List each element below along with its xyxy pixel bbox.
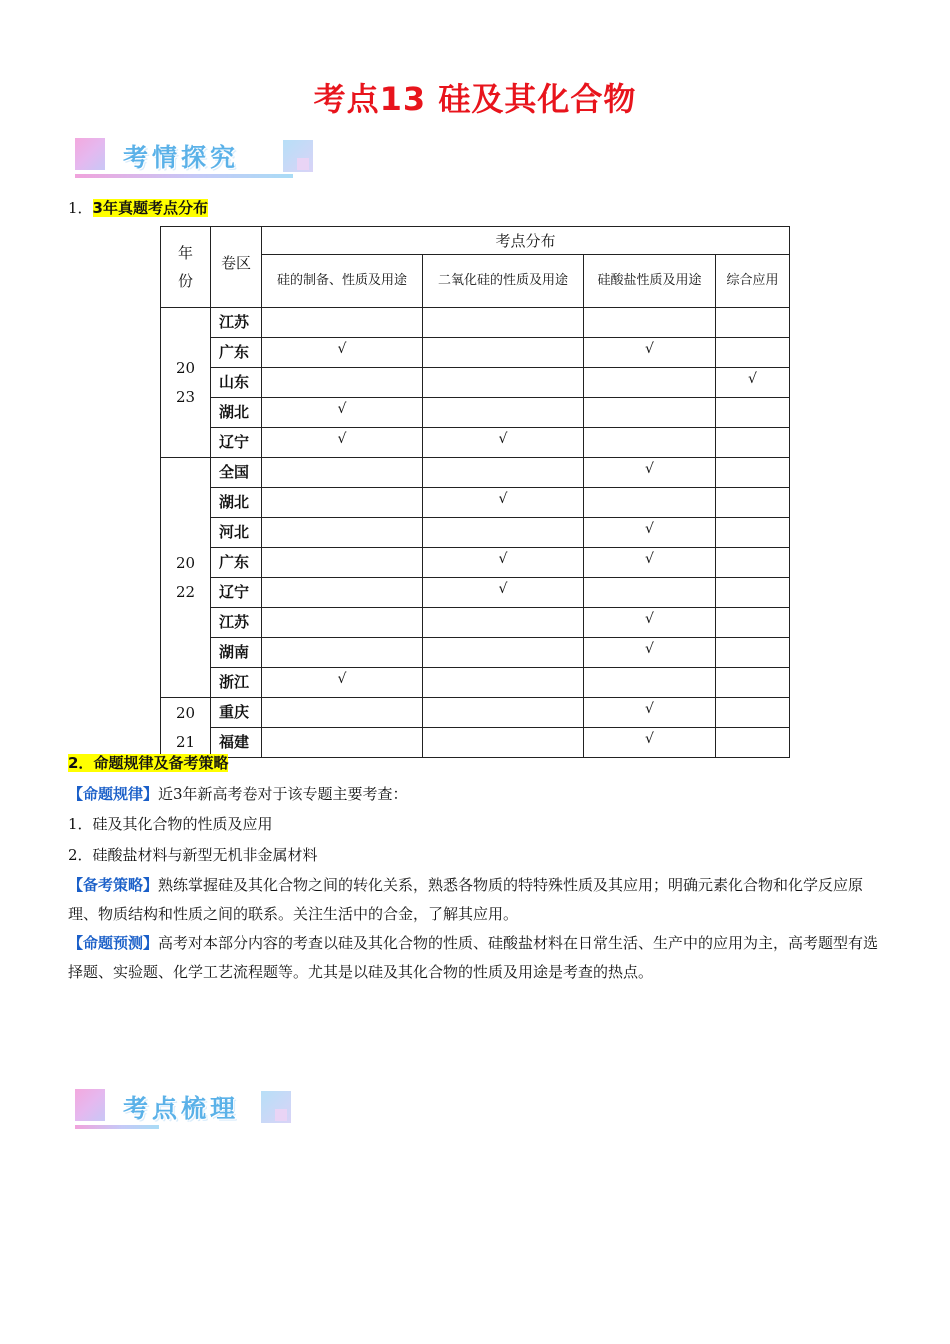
check-cell	[423, 458, 584, 488]
check-mark-cell: √	[584, 548, 716, 578]
banner-title: 考情探究	[123, 143, 240, 172]
year-cell: 2021	[161, 698, 211, 758]
table-row	[161, 548, 790, 578]
table-row	[161, 308, 790, 338]
check-cell	[262, 518, 423, 548]
check-mark-cell: √	[584, 458, 716, 488]
check-mark-cell: √	[423, 548, 584, 578]
check-cell	[584, 398, 716, 428]
check-cell	[262, 728, 423, 758]
check-cell	[716, 728, 790, 758]
check-cell	[716, 548, 790, 578]
region-cell: 浙江	[211, 668, 262, 698]
region-cell: 福建	[211, 728, 262, 758]
region-cell: 江苏	[211, 608, 262, 638]
check-cell	[716, 398, 790, 428]
check-mark-cell: √	[262, 428, 423, 458]
list-item: 1．硅及其化合物的性质及应用	[68, 815, 273, 833]
region-cell: 重庆	[211, 698, 262, 728]
section2-label: 命题规律及备考策略	[93, 754, 229, 772]
check-mark-cell: √	[584, 728, 716, 758]
check-mark-cell: √	[423, 578, 584, 608]
check-cell	[716, 608, 790, 638]
banner-underline	[75, 1125, 159, 1129]
table-row	[161, 608, 790, 638]
check-cell	[716, 458, 790, 488]
check-cell	[584, 578, 716, 608]
table-row	[161, 458, 790, 488]
table-row	[161, 578, 790, 608]
check-cell	[423, 368, 584, 398]
section1-number: 1．	[68, 199, 93, 217]
check-mark-cell: √	[262, 668, 423, 698]
check-cell	[716, 338, 790, 368]
section1-heading	[68, 198, 208, 218]
check-cell	[584, 308, 716, 338]
check-mark-cell: √	[262, 338, 423, 368]
banner-title: 考点梳理	[123, 1094, 240, 1123]
check-mark-cell: √	[584, 518, 716, 548]
check-cell	[262, 548, 423, 578]
strategy-text: 熟练掌握硅及其化合物之间的转化关系，熟悉各物质的特特殊性质及其应用；明确元素化合物和化学反应原理、物质结构和性质之间的联系。关注生活中的合金，了解其应用。	[68, 876, 864, 923]
table-row	[161, 428, 790, 458]
check-mark-cell: √	[423, 488, 584, 518]
region-cell: 湖南	[211, 638, 262, 668]
table-row	[161, 668, 790, 698]
topic-column-header: 硅的制备、性质及用途	[262, 255, 423, 308]
check-cell	[262, 608, 423, 638]
check-cell	[423, 668, 584, 698]
check-cell	[716, 488, 790, 518]
region-cell: 湖北	[211, 488, 262, 518]
check-mark-cell: √	[584, 338, 716, 368]
region-cell: 全国	[211, 458, 262, 488]
region-cell: 广东	[211, 338, 262, 368]
check-cell	[262, 368, 423, 398]
region-cell: 江苏	[211, 308, 262, 338]
topic-group-header: 考点分布	[262, 227, 790, 255]
table-row	[161, 368, 790, 398]
topic-column-header: 综合应用	[716, 255, 790, 308]
table-row	[161, 518, 790, 548]
page-title: 考点13 硅及其化合物	[313, 80, 637, 118]
check-cell	[716, 698, 790, 728]
banner-underline	[75, 174, 293, 178]
check-mark-cell: √	[584, 608, 716, 638]
region-header: 卷区	[211, 227, 262, 308]
check-cell	[262, 458, 423, 488]
strategy-tag: 【备考策略】	[68, 876, 159, 894]
check-cell	[584, 488, 716, 518]
strategy-paragraph	[68, 871, 883, 929]
banner-decoration-left	[75, 1089, 105, 1121]
check-cell	[262, 308, 423, 338]
banner-decoration-right	[283, 140, 313, 172]
check-cell	[716, 518, 790, 548]
table-row	[161, 338, 790, 368]
check-cell	[262, 578, 423, 608]
check-cell	[716, 578, 790, 608]
section2-heading	[68, 753, 228, 773]
check-mark-cell: √	[584, 638, 716, 668]
section-banner-exam-analysis	[75, 138, 315, 188]
check-cell	[584, 368, 716, 398]
topic-column-header: 硅酸盐性质及用途	[584, 255, 716, 308]
section1-label: 3年真题考点分布	[92, 199, 208, 217]
check-cell	[423, 638, 584, 668]
check-cell	[423, 698, 584, 728]
table-row	[161, 398, 790, 428]
table-row	[161, 638, 790, 668]
rule-text: 近3年新高考卷对于该专题主要考查：	[158, 785, 408, 803]
rule-tag: 【命题规律】	[68, 785, 159, 803]
section-banner-key-points	[75, 1089, 315, 1139]
check-cell	[716, 638, 790, 668]
check-cell	[262, 638, 423, 668]
region-cell: 广东	[211, 548, 262, 578]
rule-paragraph	[68, 780, 883, 809]
forecast-paragraph	[68, 929, 883, 987]
check-cell	[423, 308, 584, 338]
year-cell: 2022	[161, 458, 211, 698]
list-item: 2．硅酸盐材料与新型无机非金属材料	[68, 846, 318, 864]
check-cell	[716, 668, 790, 698]
check-cell	[716, 428, 790, 458]
forecast-tag: 【命题预测】	[68, 934, 159, 952]
banner-decoration-left	[75, 138, 105, 170]
topic-column-header: 二氧化硅的性质及用途	[423, 255, 584, 308]
check-mark-cell: √	[584, 698, 716, 728]
check-cell	[584, 668, 716, 698]
region-cell: 辽宁	[211, 578, 262, 608]
region-cell: 湖北	[211, 398, 262, 428]
banner-decoration-right	[261, 1091, 291, 1123]
section2-number: 2．	[68, 754, 94, 772]
check-cell	[423, 338, 584, 368]
check-cell	[423, 518, 584, 548]
check-cell	[262, 698, 423, 728]
check-cell	[262, 488, 423, 518]
year-header: 年份	[161, 227, 211, 308]
region-cell: 河北	[211, 518, 262, 548]
check-mark-cell: √	[262, 398, 423, 428]
check-mark-cell: √	[716, 368, 790, 398]
exam-distribution-table	[160, 226, 790, 758]
check-cell	[716, 308, 790, 338]
check-mark-cell: √	[423, 428, 584, 458]
check-cell	[423, 608, 584, 638]
table-row	[161, 698, 790, 728]
year-cell: 2023	[161, 308, 211, 458]
region-cell: 辽宁	[211, 428, 262, 458]
check-cell	[423, 398, 584, 428]
forecast-text: 高考对本部分内容的考查以硅及其化合物的性质、硅酸盐材料在日常生活、生产中的应用为主，高考题型有选择题、实验题、化学工艺流程题等。尤其是以硅及其化合物的性质及用途是考查的热点。	[68, 934, 879, 981]
region-cell: 山东	[211, 368, 262, 398]
check-cell	[584, 428, 716, 458]
check-cell	[423, 728, 584, 758]
table-row	[161, 728, 790, 758]
table-row	[161, 488, 790, 518]
